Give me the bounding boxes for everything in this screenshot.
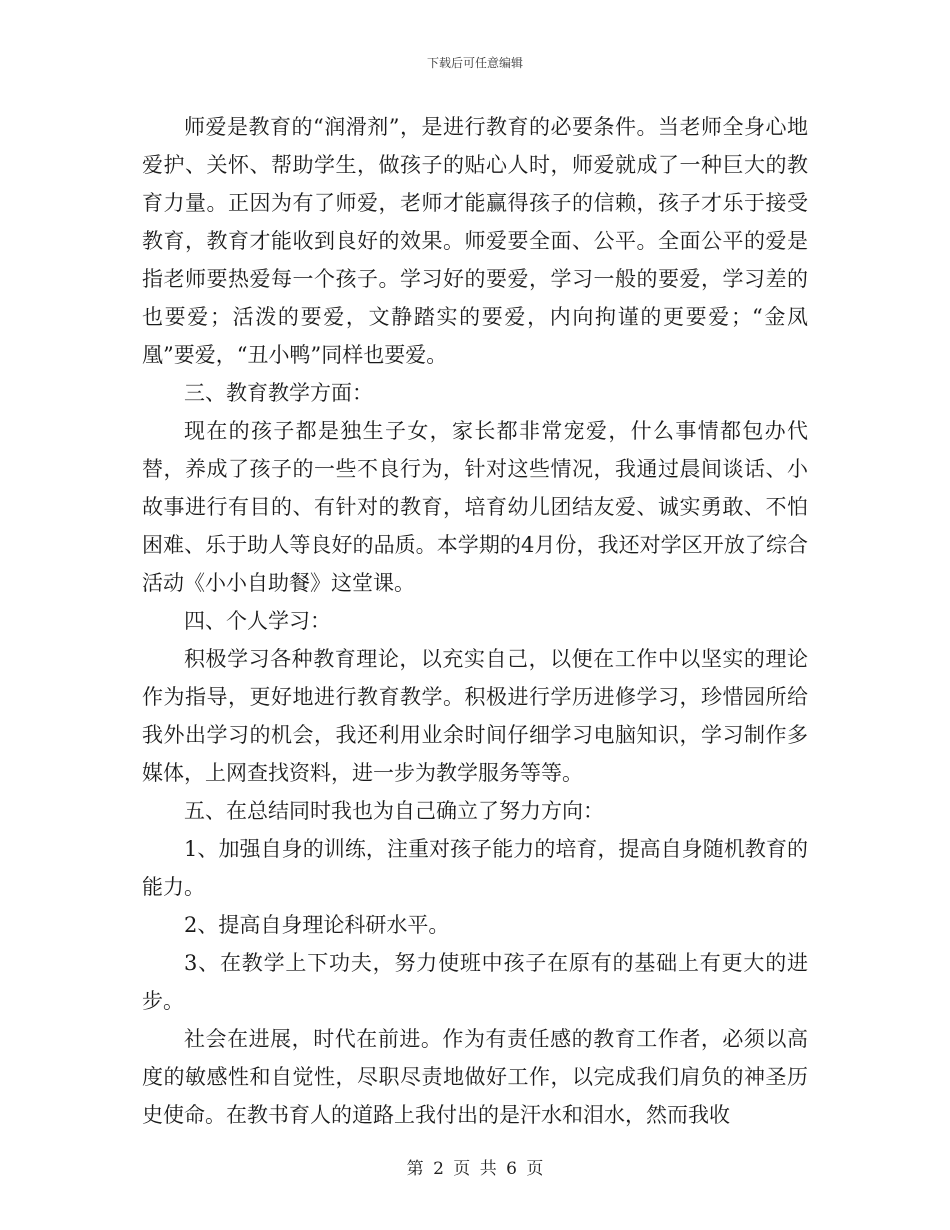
paragraph-personal-study: 积极学习各种教育理论，以充实自己，以便在工作中以坚实的理论作为指导，更好地进行教育教学。积极进行学历进修学习，珍惜园所给我外出学习的机会，我还利用业余时间仔细学习电脑知识，学习制作多媒体，上网查找资料，进一步为教学服务等等。 [142,647,808,785]
paragraph-teacher-love: 师爱是教育的“润滑剂”，是进行教育的必要条件。当老师全身心地爱护、关怀、帮助学生，做孩子的贴心人时，师爱就成了一种巨大的教育力量。正因为有了师爱，老师才能赢得孩子的信赖，孩子才乐于接受教育，教育才能收到良好的效果。师爱要全面、公平。全面公平的爱是指老师要热爱每一个孩子。学习好的要爱，学习一般的要爱，学习差的也要爱；活泼的要爱，文静踏实的要爱，内向拘谨的更要爱；“金凤凰”要爱，“丑小鸭”同样也要爱。 [142,115,808,367]
list-item-1: 1、加强自身的训练，注重对孩子能力的培育，提高自身随机教育的能力。 [142,837,808,899]
section-heading-direction: 五、在总结同时我也为自己确立了努力方向： [184,799,604,823]
page-number-footer: 第 2 页 共 6 页 [406,1159,544,1179]
paragraph-teaching: 现在的孩子都是独生子女，家长都非常宠爱，什么事情都包办代替，养成了孩子的一些不良行为，针对这些情况，我通过晨间谈话、小故事进行有目的、有针对的教育，培育幼儿团结友爱、诚实勇敢、不怕困难、乐于助人等良好的品质。本学期的4月份，我还对学区开放了综合活动《小小自助餐》这堂课。 [142,419,808,595]
paragraph-conclusion: 社会在进展，时代在前进。作为有责任感的教育工作者，必须以高度的敏感性和自觉性，尽职尽责地做好工作，以完成我们肩负的神圣历史使命。在教书育人的道路上我付出的是汗水和泪水，然而我收 [142,1027,808,1127]
list-item-2: 2、提高自身理论科研水平。 [184,913,450,937]
list-item-3: 3、在教学上下功夫，努力使班中孩子在原有的基础上有更大的进步。 [142,951,808,1013]
page-header-note: 下载后可任意编辑 [426,56,523,70]
section-heading-personal-study: 四、个人学习： [184,609,331,633]
document-body [142,108,808,1134]
section-heading-teaching: 三、教育教学方面： [184,381,373,405]
